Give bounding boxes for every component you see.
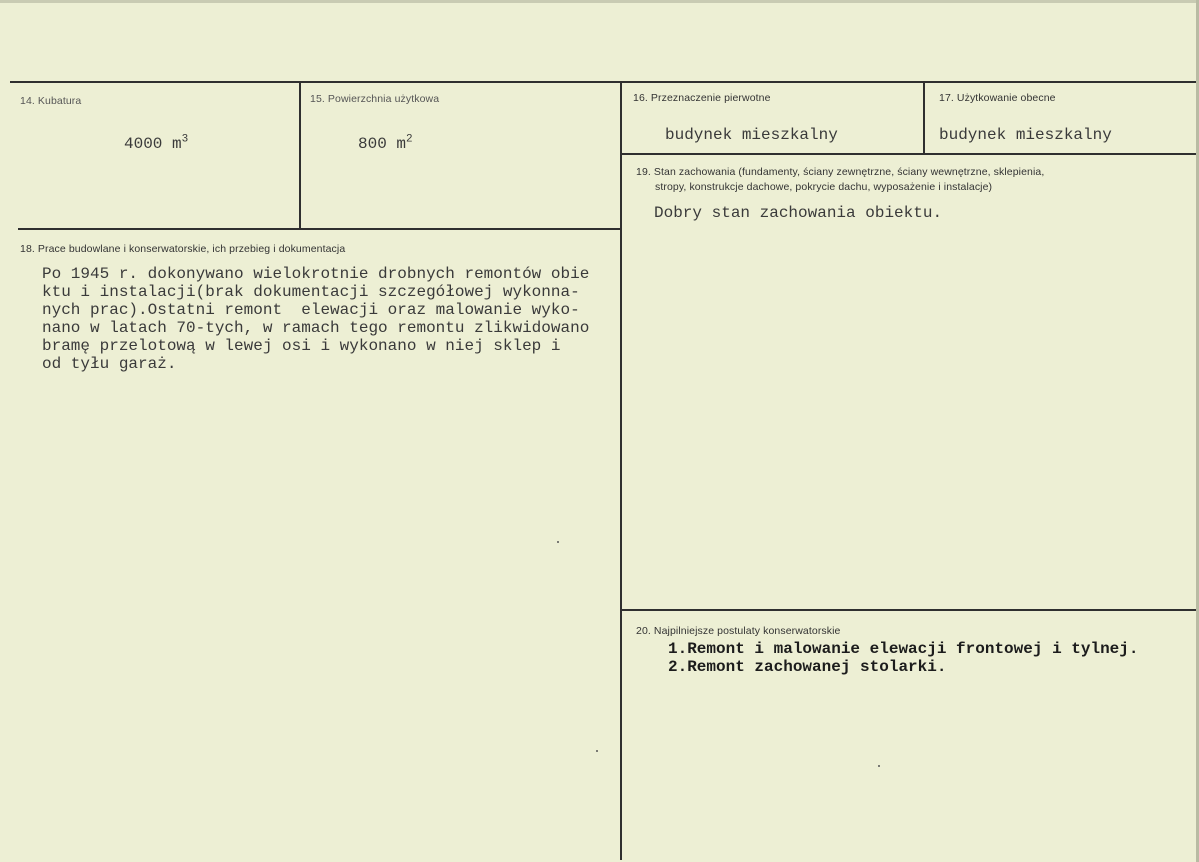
paper-speck — [557, 541, 559, 543]
divider-19-20 — [621, 609, 1196, 611]
field-15-value — [358, 135, 413, 153]
field-20-label: 20. Najpilniejsze postulaty konserwatorskie — [636, 625, 841, 637]
volume-unit-exponent: 3 — [181, 133, 189, 146]
field-20-line-1: 1.Remont i malowanie elewacji frontowej i tylnej. — [668, 640, 1139, 658]
field-17-label: 17. Użytkowanie obecne — [939, 92, 1056, 104]
area-value: 800 m — [358, 135, 407, 153]
divider-16-19 — [621, 153, 1196, 155]
field-16-label: 16. Przeznaczenie pierwotne — [633, 92, 771, 104]
field-18-label: 18. Prace budowlane i konserwatorskie, ich przebieg i dokumentacja — [20, 243, 346, 255]
card-top-edge — [0, 0, 1199, 3]
field-19-value: Dobry stan zachowania obiektu. — [654, 204, 943, 222]
paper-speck — [878, 765, 880, 767]
divider-16-17 — [923, 82, 925, 154]
field-15-label: 15. Powierzchnia użytkowa — [310, 93, 440, 105]
divider-15-18 — [18, 228, 621, 230]
field-14-value — [124, 135, 188, 153]
divider-main — [620, 82, 622, 860]
field-18-line: nano w latach 70-tych, w ramach tego remontu zlikwidowano — [42, 319, 590, 337]
field-18-line: Po 1945 r. dokonywano wielokrotnie drobnych remontów obie — [42, 265, 590, 283]
field-18-line: nych prac).Ostatni remont elewacji oraz malowanie wyko- — [42, 301, 580, 319]
field-17-value: budynek mieszkalny — [939, 126, 1112, 144]
paper-speck — [596, 750, 598, 752]
field-18-line: od tyłu garaż. — [42, 355, 177, 373]
field-16-value: budynek mieszkalny — [665, 126, 838, 144]
field-19-label-line1: 19. Stan zachowania (fundamenty, ściany zewnętrzne, ściany wewnętrzne, sklepienia, — [636, 166, 1045, 178]
field-20-line-2: 2.Remont zachowanej stolarki. — [668, 658, 947, 676]
field-18-text — [42, 265, 620, 395]
volume-value: 4000 m — [124, 135, 182, 153]
field-14-label: 14. Kubatura — [20, 95, 82, 107]
divider-top — [10, 81, 1196, 83]
area-unit-exponent: 2 — [406, 133, 413, 146]
field-19-label-line2: stropy, konstrukcje dachowe, pokrycie dachu, wyposażenie i instalacje) — [655, 181, 993, 193]
field-18-line: ktu i instalacji(brak dokumentacji szczegółowej wykonna- — [42, 283, 580, 301]
divider-14-15 — [299, 82, 301, 229]
field-18-line: bramę przelotową w lewej osi i wykonano w niej sklep i — [42, 337, 561, 355]
